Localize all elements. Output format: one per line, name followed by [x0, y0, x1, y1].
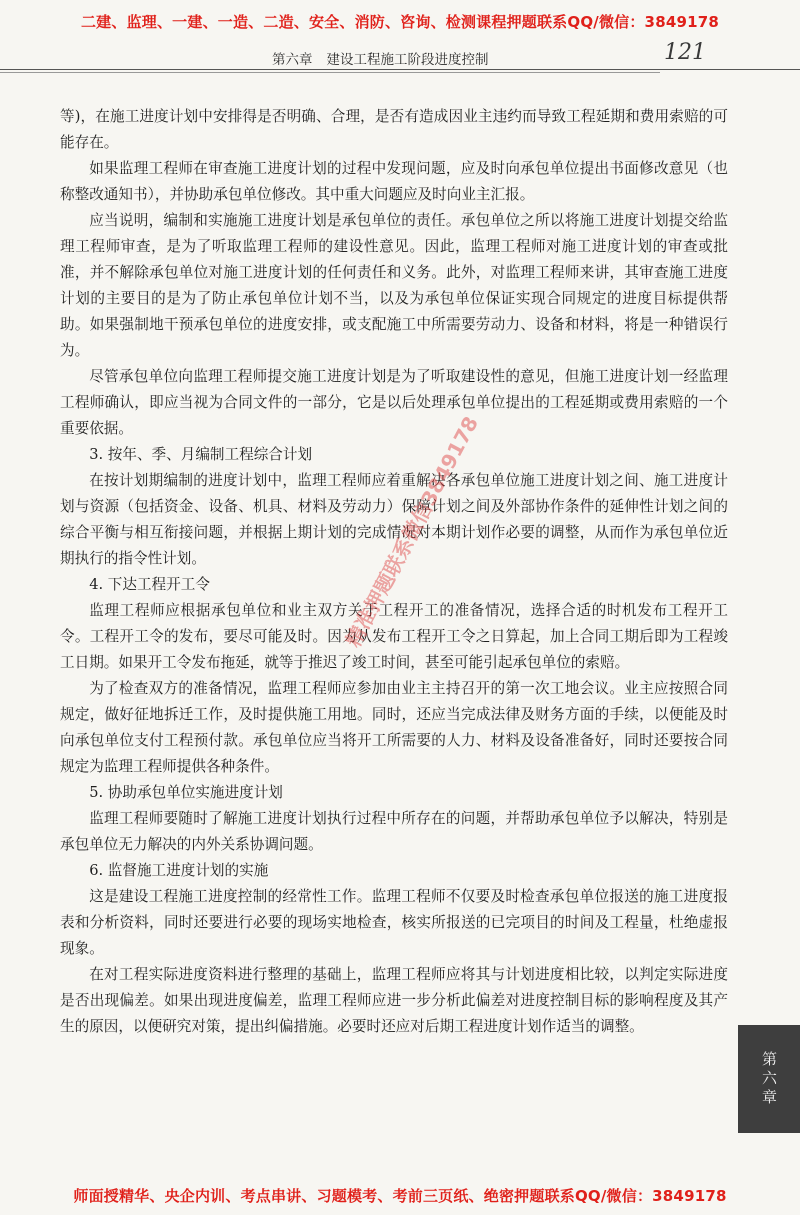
- chapter-label: 第六章: [272, 52, 313, 68]
- paragraph: 尽管承包单位向监理工程师提交施工进度计划是为了听取建设性的意见，但施工进度计划一经监理工程师确认，即应当视为合同文件的一部分，它是以后处理承包单位提出的工程延期或费用索赔的一个重要依据。: [60, 368, 728, 437]
- section-heading: 5. 协助承包单位实施进度计划: [89, 784, 283, 801]
- paragraph: 等)，在施工进度计划中安排得是否明确、合理，是否有造成因业主违约而导致工程延期和费用索赔的可能存在。: [60, 108, 728, 151]
- header-divider-secondary: [0, 72, 660, 73]
- paragraph: 在按计划期编制的进度计划中，监理工程师应着重解决各承包单位施工进度计划之间、施工进度计划与资源（包括资金、设备、机具、材料及劳动力）保障计划之间及外部协作条件的延伸性计划之间的综合平衡与相互衔接问题，并根据上期计划的完成情况对本期计划作必要的调整，从而作为承包单位近期执行的指令性计划。: [60, 472, 728, 567]
- header-divider: [0, 69, 800, 70]
- paragraph: 应当说明，编制和实施施工进度计划是承包单位的责任。承包单位之所以将施工进度计划提交给监理工程师审查，是为了听取监理工程师的建设性意见。因此，监理工程师对施工进度计划的审查或批准，并不解除承包单位对施工进度计划的任何责任和义务。此外，对监理工程师来讲，其审查施工进度计划的主要目的是为了防止承包单位计划不当，以及为承包单位保证实现合同规定的进度目标提供帮助。如果强制地干预承包单位的进度安排，或支配施工中所需要劳动力、设备和材料，将是一种错误行为。: [60, 212, 728, 359]
- paragraph: 如果监理工程师在审查施工进度计划的过程中发现问题，应及时向承包单位提出书面修改意见（也称整改通知书），并协助承包单位修改。其中重大问题应及时向业主汇报。: [60, 160, 728, 203]
- page-number: 121: [664, 40, 706, 65]
- section-heading: 3. 按年、季、月编制工程综合计划: [89, 446, 313, 463]
- paragraph: 监理工程师要随时了解施工进度计划执行过程中所存在的问题，并帮助承包单位予以解决，特别是承包单位无力解决的内外关系协调问题。: [60, 810, 728, 853]
- promo-banner-bottom: 师面授精华、央企内训、考点串讲、习题模考、考前三页纸、绝密押题联系QQ/微信：3849178: [73, 1187, 727, 1205]
- watermark-stamp: 精准押题联系微信3849178: [340, 412, 483, 651]
- chapter-tab: 第六章: [738, 1025, 800, 1133]
- chapter-title: 建设工程施工阶段进度控制: [326, 52, 489, 68]
- paragraph: 监理工程师应根据承包单位和业主双方关于工程开工的准备情况，选择合适的时机发布工程开工令。工程开工令的发布，要尽可能及时。因为从发布工程开工令之日算起，加上合同工期后即为工程竣工日期。如果开工令发布拖延，就等于推迟了竣工时间，甚至可能引起承包单位的索赔。: [60, 602, 728, 671]
- paragraph: 这是建设工程施工进度控制的经常性工作。监理工程师不仅要及时检查承包单位报送的施工进度报表和分析资料，同时还要进行必要的现场实地检查，核实所报送的已完项目的时间及工程量，杜绝虚报现象。: [60, 888, 728, 957]
- section-heading: 6. 监督施工进度计划的实施: [89, 862, 269, 879]
- paragraph: 为了检查双方的准备情况，监理工程师应参加由业主主持召开的第一次工地会议。业主应按照合同规定，做好征地拆迁工作，及时提供施工用地。同时，还应当完成法律及财务方面的手续，以便能及时向承包单位支付工程预付款。承包单位应当将开工所需要的人力、材料及设备准备好，同时还要按合同规定为监理工程师提供各种条件。: [60, 680, 728, 775]
- promo-banner-top: 二建、监理、一建、一造、二造、安全、消防、咨询、检测课程押题联系QQ/微信：3849178: [80, 13, 720, 31]
- section-heading: 4. 下达工程开工令: [89, 576, 210, 593]
- paragraph: 在对工程实际进度资料进行整理的基础上，监理工程师应将其与计划进度相比较，以判定实际进度是否出现偏差。如果出现进度偏差，监理工程师应进一步分析此偏差对进度控制目标的影响程度及其产生的原因，以便研究对策，提出纠偏措施。必要时还应对后期工程进度计划作适当的调整。: [60, 966, 728, 1035]
- running-header: [272, 48, 503, 68]
